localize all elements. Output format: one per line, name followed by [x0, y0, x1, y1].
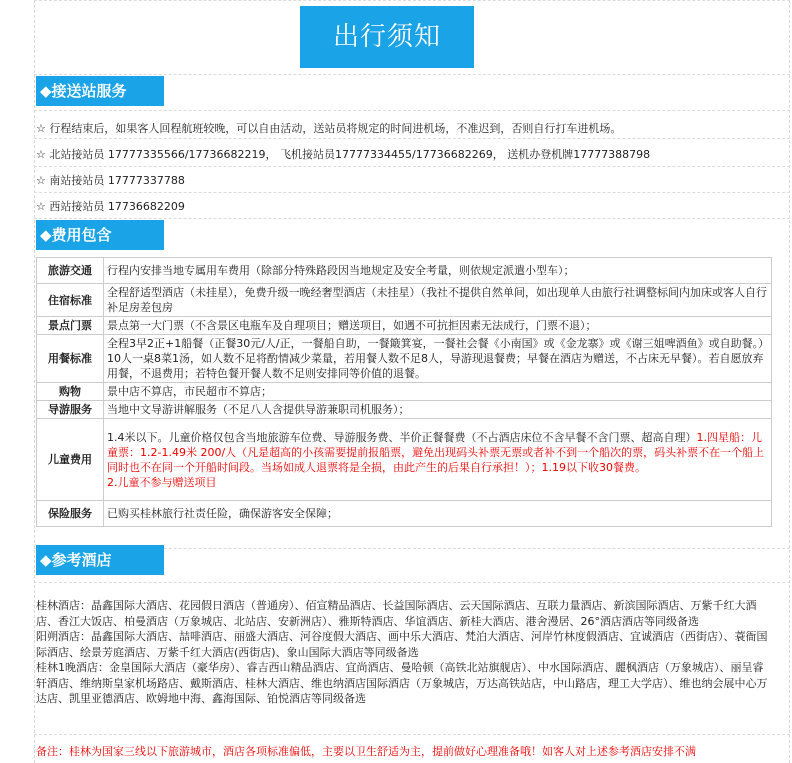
fee-text: 全程舒适型酒店（未挂星），免费升级一晚经奢型酒店（未挂星）（我社不提供自然单间，如出现单人由旅行社调整标间内加床或客人自行补足房差包房 [104, 284, 772, 317]
grid-line [34, 0, 790, 1]
hotel-paragraph: 阳朔酒店：晶鑫国际大酒店、喆啡酒店、丽盛大酒店、河谷度假大酒店、画中乐大酒店、梵泊大酒店、河岸竹林度假酒店、宜诚酒店（西街店）、蓑衙国际酒店、绘景芳庭酒店、万紫千红大酒店(西街店)、象山国际大酒店等同级备选 [36, 630, 768, 659]
transfer-line: ☆ 行程结束后，如果客人回程航班较晚，可以自由活动，送站员将规定的时间进机场，不准迟到，否则自行打车进机场。 [36, 122, 622, 135]
transfer-line: ☆ 西站接站员 17736682209 [36, 200, 185, 213]
table-row [37, 419, 772, 501]
section-heading-hotels: ◆参考酒店 [36, 545, 164, 575]
fee-label: 儿童费用 [37, 419, 104, 501]
child-fee-boat-text: 1.四星船：儿童票：1.2-1.49米 200/人（凡是超高的小孩需要提前报船票，避免出现码头补票无票或者补不到一个船次的票，码头补票不在一个船上同时也不在同一个开船时间段。当场如成人退票将是全损，由此产生的后果自行承担！）；1.19以下收30餐费。 [107, 430, 765, 474]
table-row [37, 401, 772, 419]
table-row [37, 383, 772, 401]
grid-line [34, 138, 790, 139]
fee-text: 全程3早2正+1船餐（正餐30元/人/正，一餐船自助，一餐簸箕宴，一餐社会餐《小南国》或《金龙寨》或《谢三姐啤酒鱼》或自助餐。）10人一桌8菜1汤，如人数不足将酌情减少菜量，若用餐人数不足8人，导游现退餐费；早餐在酒店为赠送，不占床无早餐）。若自愿放弃用餐，不退费用；若特色餐开餐人数不足则安排同等价值的退餐。 [104, 335, 772, 383]
hotel-paragraph: 桂林1晚酒店：金皇国际大酒店（豪华房）、睿吉西山精品酒店、宜尚酒店、曼哈顿（高铁北站旗舰店）、中水国际酒店、麗枫酒店（万象城店）、丽呈睿轩酒店、维纳斯皇家机场路店、戴斯酒店、桂林大酒店、维也纳酒店国际酒店（万象城店，万达高铁站店，中山路店，理工大学店）、维也纳会展中心万达店、凯里亚德酒店、欧姆地中海、鑫海国际、铂悦酒店等同级备选 [36, 661, 768, 705]
fee-label: 导游服务 [37, 401, 104, 419]
fee-table [36, 257, 772, 527]
fee-text: 当地中文导游讲解服务（不足八人含提供导游兼职司机服务）； [104, 401, 772, 419]
fee-text: 行程内安排当地专属用车费用（除部分特殊路段因当地规定及安全考量，则依规定派遣小型车）； [104, 258, 772, 284]
table-row [37, 335, 772, 383]
grid-line [34, 110, 790, 111]
fee-text: 景点第一大门票（不含景区电瓶车及自理项目；赠送项目，如遇不可抗拒因素无法成行，门票不退）； [104, 317, 772, 335]
fee-label: 用餐标准 [37, 335, 104, 383]
grid-line [34, 582, 790, 583]
fee-text-children [104, 419, 772, 501]
table-row [37, 317, 772, 335]
child-fee-text: 1.4米以下。儿童价格仅包含当地旅游车位费、导游服务费、半价正餐餐费（不占酒店床位不含早餐不含门票、超高自理） [107, 430, 697, 444]
grid-line [34, 192, 790, 193]
table-row [37, 501, 772, 527]
note-text: 备注：桂林为国家三线以下旅游城市，酒店各项标准偏低，主要以卫生舒适为主，提前做好心理准备哦！如客人对上述参考酒店安排不满 [36, 745, 696, 758]
child-fee-note: 2.儿童不参与赠送项目 [107, 475, 217, 489]
fee-label: 购物 [37, 383, 104, 401]
fee-label: 旅游交通 [37, 258, 104, 284]
grid-line [34, 74, 790, 75]
section-heading-fees: ◆费用包含 [36, 220, 164, 250]
grid-line [34, 218, 790, 219]
grid-line [34, 734, 790, 735]
table-row [37, 284, 772, 317]
table-row [37, 258, 772, 284]
page-title: 出行须知 [300, 6, 474, 68]
fee-text: 已购买桂林旅行社责任险，确保游客安全保障； [104, 501, 772, 527]
fee-label: 保险服务 [37, 501, 104, 527]
grid-line [34, 166, 790, 167]
fee-label: 景点门票 [37, 317, 104, 335]
hotel-paragraph: 桂林酒店：晶鑫国际大酒店、花园假日酒店（普通房）、佰宣精品酒店、长益国际酒店、云天国际酒店、互联力量酒店、新滨国际酒店、万紫千红大酒店、香江大饭店、柏曼酒店（万象城店、北站店、安新洲店）、雅斯特酒店、华谊酒店、新桂大酒店、港舍漫居、26°酒店酒店等同级备选 [36, 599, 757, 628]
fee-label: 住宿标准 [37, 284, 104, 317]
transfer-line: ☆ 北站接站员 17777335566/17736682219， 飞机接站员17777334455/17736682269， 送机办登机牌17777388798 [36, 148, 651, 161]
fee-text: 景中店不算店，市民超市不算店； [104, 383, 772, 401]
transfer-line: ☆ 南站接站员 17777337788 [36, 174, 185, 187]
section-heading-transfer: ◆接送站服务 [36, 76, 164, 106]
hotel-list [36, 598, 770, 707]
